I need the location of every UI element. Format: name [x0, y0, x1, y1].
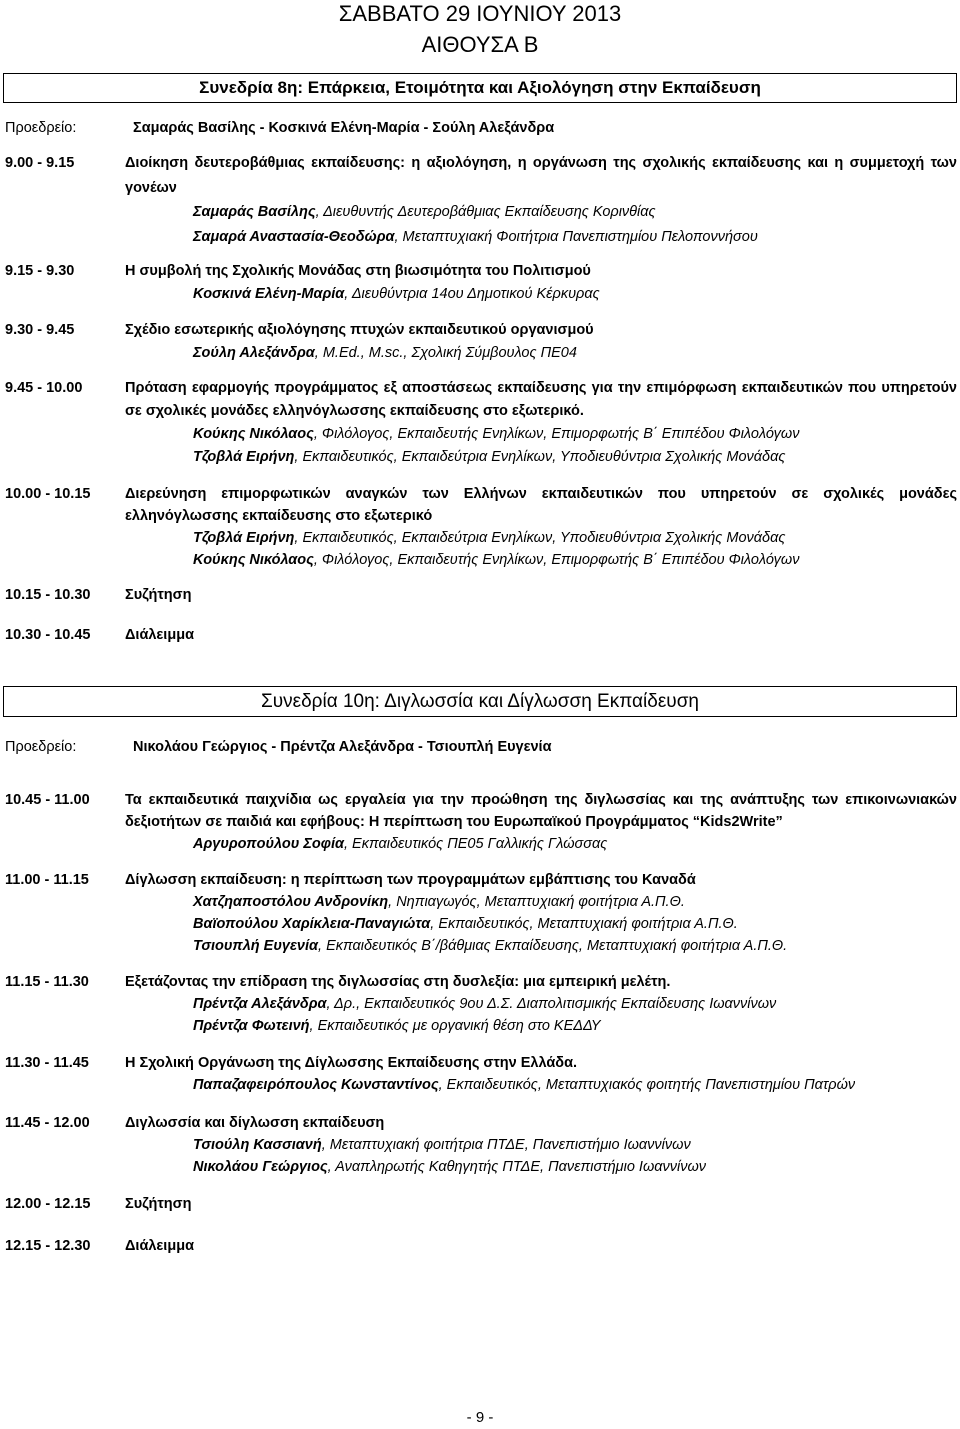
- author-line: [125, 423, 957, 446]
- time-slot: 9.30 - 9.45: [5, 322, 75, 338]
- date-heading: ΣΑΒΒΑΤΟ 29 ΙΟΥΝΙΟΥ 2013: [338, 1, 622, 26]
- author-affiliation: , Φιλόλογος, Εκπαιδευτής Ενηλίκων, Επιμορφωτής Β΄ Επιπέδου Φιλολόγων: [313, 552, 800, 568]
- author-line: [125, 200, 957, 225]
- author-line: [125, 1074, 957, 1096]
- author-affiliation: , Νηπιαγωγός, Μεταπτυχιακή φοιτήτρια Α.Π.Θ.: [388, 894, 685, 910]
- talk-title: Η συμβολή της Σχολικής Μονάδας στη βιωσιμότητα του Πολιτισμού: [125, 263, 591, 279]
- time-slot: 11.15 - 11.30: [5, 974, 89, 990]
- session-title-box: [3, 686, 957, 717]
- author-name: Τσιούλη Κασσιανή: [193, 1137, 322, 1153]
- author-name: Πρέντζα Αλεξάνδρα: [193, 996, 327, 1012]
- author-affiliation: , Εκπαιδευτικός, Μεταπτυχιακή φοιτήτρια Α.Π.Θ.: [430, 916, 738, 932]
- schedule-item: [5, 1193, 957, 1215]
- session-title-box: [3, 73, 957, 103]
- talk-title: Πρόταση εφαρμογής προγράμματος εξ αποστάσεως εκπαίδευσης για την επιμόρφωση εκπαιδευτικών που υπηρετούν σε σχολικές μονάδες ελληνόγλωσσης εκπαίδευσης στο εξωτερικό.: [125, 380, 957, 419]
- schedule-item: [5, 624, 957, 647]
- author-line: [125, 1156, 957, 1178]
- author-line: [125, 913, 957, 935]
- time-slot: 11.45 - 12.00: [5, 1115, 90, 1131]
- author-line: [125, 935, 957, 957]
- author-name: Βαϊοπούλου Χαρίκλεια-Παναγιώτα: [193, 916, 431, 932]
- author-affiliation: , Δρ., Εκπαιδευτικός 9ου Δ.Σ. Διαπολιτισμικής Εκπαίδευσης Ιωαννίνων: [326, 996, 777, 1012]
- author-affiliation: , Εκπαιδευτικός ΠΕ05 Γαλλικής Γλώσσας: [344, 836, 608, 852]
- author-line: [125, 342, 957, 365]
- author-affiliation: , Εκπαιδευτικός, Εκπαιδεύτρια Ενηλίκων, Υποδιευθύντρια Σχολικής Μονάδας: [294, 449, 786, 465]
- author-affiliation: , Εκπαιδευτικός, Μεταπτυχιακός φοιτητής Πανεπιστημίου Πατρών: [438, 1077, 856, 1093]
- time-slot: 11.30 - 11.45: [5, 1055, 89, 1071]
- author-line: [125, 1015, 957, 1037]
- talk-title: Διοίκηση δευτεροβάθμιας εκπαίδευσης: η αξιολόγηση, η οργάνωση της σχολικής εκπαίδευσης και η συμμετοχή των γονέων: [125, 155, 957, 196]
- author-name: Κούκης Νικόλαος: [193, 552, 314, 568]
- schedule-item: [5, 584, 957, 607]
- schedule-item: [5, 377, 957, 469]
- author-line: [125, 283, 957, 306]
- session-title: Συνεδρία 8η: Επάρκεια, Ετοιμότητα και Αξιολόγηση στην Εκπαίδευση: [199, 78, 761, 97]
- author-name: Νικολάου Γεώργιος: [193, 1159, 328, 1175]
- schedule-item: [5, 260, 957, 306]
- time-slot: 12.15 - 12.30: [5, 1238, 91, 1254]
- author-name: Κούκης Νικόλαος: [193, 426, 314, 442]
- time-slot: 9.45 - 10.00: [5, 380, 83, 396]
- author-name: Τζοβλά Ειρήνη: [193, 530, 295, 546]
- time-slot: 10.15 - 10.30: [5, 587, 91, 603]
- talk-title: Σχέδιο εσωτερικής αξιολόγησης πτυχών εκπαιδευτικού οργανισμού: [125, 322, 594, 338]
- time-slot: 12.00 - 12.15: [5, 1196, 91, 1212]
- author-name: Τσιουπλή Ευγενία: [193, 938, 319, 954]
- time-slot: 10.00 - 10.15: [5, 486, 91, 502]
- author-affiliation: , Μεταπτυχιακή φοιτήτρια ΠΤΔΕ, Πανεπιστήμιο Ιωαννίνων: [321, 1137, 691, 1153]
- author-name: Σαμαρά Αναστασία-Θεοδώρα: [193, 228, 395, 245]
- author-name: Παπαζαφειρόπουλος Κωνσταντίνος: [193, 1077, 439, 1093]
- talk-title: Συζήτηση: [125, 587, 192, 603]
- chairs-names: Νικολάου Γεώργιος - Πρέντζα Αλεξάνδρα - Τσιουπλή Ευγενία: [133, 739, 552, 755]
- talk-title: Τα εκπαιδευτικά παιχνίδια ως εργαλεία για την προώθηση της διγλωσσίας και της ανάπτυξης των επικοινωνιακών δεξιοτήτων σε παιδιά και εφήβους: Η περίπτωση του Ευρωπαϊκού Προγράμματος “Kids2Write”: [125, 792, 957, 830]
- schedule-item: [5, 319, 957, 365]
- talk-title: Διγλωσσία και δίγλωσση εκπαίδευση: [125, 1115, 385, 1131]
- schedule-item: [5, 869, 957, 957]
- author-name: Αργυροπούλου Σοφία: [193, 836, 344, 852]
- time-slot: 11.00 - 11.15: [5, 872, 89, 888]
- author-affiliation: , M.Ed., M.sc., Σχολική Σύμβουλος ΠΕ04: [314, 345, 577, 361]
- schedule-item: [5, 151, 957, 249]
- chairs-row: [5, 736, 957, 758]
- schedule-item: [5, 1052, 957, 1096]
- talk-title: Δίγλωσση εκπαίδευση: η περίπτωση των προγραμμάτων εμβάπτισης του Καναδά: [125, 872, 696, 888]
- author-line: [125, 446, 957, 469]
- time-slot: 9.15 - 9.30: [5, 263, 75, 279]
- schedule-item: [5, 483, 957, 571]
- schedule-item: [5, 971, 957, 1037]
- author-affiliation: , Εκπαιδευτικός Β΄/βάθμιας Εκπαίδευσης, Μεταπτυχιακή φοιτήτρια Α.Π.Θ.: [318, 938, 788, 954]
- page-number: - 9 -: [466, 1409, 494, 1426]
- author-line: [125, 225, 957, 250]
- author-affiliation: , Μεταπτυχιακή Φοιτήτρια Πανεπιστημίου Πελοποννήσου: [394, 228, 758, 245]
- author-name: Πρέντζα Φωτεινή: [193, 1018, 310, 1034]
- author-name: Τζοβλά Ειρήνη: [193, 449, 295, 465]
- author-line: [125, 993, 957, 1015]
- author-affiliation: , Εκπαιδευτικός, Εκπαιδεύτρια Ενηλίκων, Υποδιευθύντρια Σχολικής Μονάδας: [294, 530, 786, 546]
- author-name: Κοσκινά Ελένη-Μαρία: [193, 286, 345, 302]
- talk-title: Διάλειμμα: [125, 627, 194, 643]
- time-slot: 10.30 - 10.45: [5, 627, 91, 643]
- chairs-label: Προεδρείο:: [5, 739, 77, 755]
- author-affiliation: , Διευθύντρια 14ου Δημοτικού Κέρκυρας: [344, 286, 600, 302]
- talk-title: Η Σχολική Οργάνωση της Δίγλωσσης Εκπαίδευσης στην Ελλάδα.: [125, 1055, 578, 1071]
- talk-title: Διάλειμμα: [125, 1238, 194, 1254]
- author-name: Σαμαράς Βασίλης: [193, 204, 316, 220]
- author-name: Χατζηαποστόλου Ανδρονίκη: [193, 894, 389, 910]
- schedule-item: [5, 1112, 957, 1178]
- author-line: [125, 833, 957, 855]
- chairs-label: Προεδρείο:: [5, 120, 77, 136]
- chairs-row: [5, 117, 957, 139]
- room-heading: ΑΙΘΟΥΣΑ Β: [421, 32, 539, 57]
- author-affiliation: , Διευθυντής Δευτεροβάθμιας Εκπαίδευσης Κορινθίας: [315, 204, 656, 220]
- author-line: [125, 549, 957, 571]
- author-affiliation: , Φιλόλογος, Εκπαιδευτής Ενηλίκων, Επιμορφωτής Β΄ Επιπέδου Φιλολόγων: [313, 426, 800, 442]
- talk-title: Διερεύνηση επιμορφωτικών αναγκών των Ελλήνων εκπαιδευτικών που υπηρετούν σε σχολικές μονάδες ελληνόγλωσσης εκπαίδευσης στο εξωτερικό: [125, 486, 957, 524]
- talk-title: Εξετάζοντας την επίδραση της διγλωσσίας στη δυσλεξία: μια εμπειρική μελέτη.: [125, 974, 671, 990]
- schedule-item: [5, 1235, 957, 1257]
- schedule-item: [5, 789, 957, 855]
- author-line: [125, 527, 957, 549]
- author-affiliation: , Αναπληρωτής Καθηγητής ΠΤΔΕ, Πανεπιστήμιο Ιωαννίνων: [327, 1159, 707, 1175]
- chairs-names: Σαμαράς Βασίλης - Κοσκινά Ελένη-Μαρία - Σούλη Αλεξάνδρα: [133, 120, 555, 136]
- author-line: [125, 891, 957, 913]
- time-slot: 9.00 - 9.15: [5, 155, 75, 171]
- author-name: Σούλη Αλεξάνδρα: [193, 345, 315, 361]
- talk-title: Συζήτηση: [125, 1196, 192, 1212]
- time-slot: 10.45 - 11.00: [5, 792, 90, 808]
- author-affiliation: , Εκπαιδευτικός με οργανική θέση στο ΚΕΔΔΥ: [309, 1018, 601, 1034]
- session-title: Συνεδρία 10η: Διγλωσσία και Δίγλωσση Εκπαίδευση: [261, 691, 699, 712]
- author-line: [125, 1134, 957, 1156]
